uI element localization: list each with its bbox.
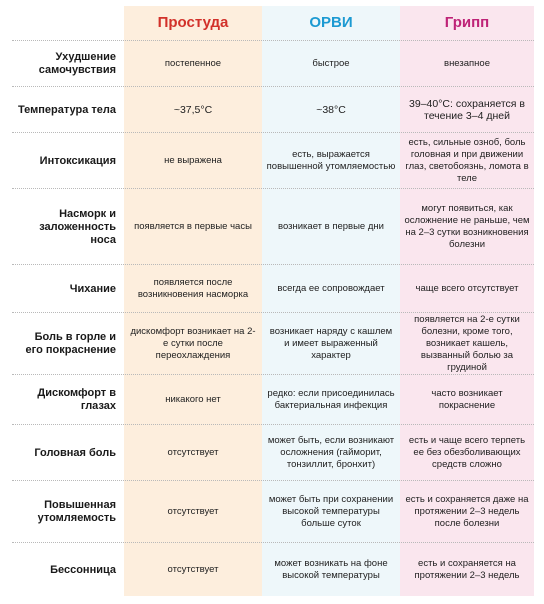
header-flu: Грипп [444,14,490,31]
table-header [12,6,534,40]
flu-cell: чаще всего отсутствует [415,283,519,294]
cold-cell: дискомфорт возникает на 2-е сутки после переохлаждения [130,326,256,361]
flu-cell: часто возникает покраснение [431,388,503,411]
cold-cell: ~37,5°С [173,104,213,116]
row-label: Головная боль [34,446,116,459]
flu-cell: есть и сохраняется на протяжении 2–3 недель [414,558,520,581]
cold-cell: отсутствует [167,564,219,575]
cold-cell: появляется в первые часы [134,221,252,232]
flu-cell: могут появиться, как осложнение не раньше, чем на 2–3 сутки возникновения болезни [404,203,530,250]
table-row [12,188,534,265]
cold-cell: появляется после возникновения насморка [137,277,249,300]
cold-cell: никакого нет [165,394,221,405]
header-cold: Простуда [157,14,229,31]
cold-cell: отсутствует [167,447,219,458]
row-label: Чихание [69,282,116,295]
table-row [12,132,534,189]
cold-cell: постепенное [164,58,222,69]
orvi-cell: редко: если присоединилась бактериальная инфекция [267,388,395,411]
row-label: Дискомфорт в глазах [37,387,116,412]
table-row [12,424,534,481]
orvi-cell: возникает наряду с кашлем и имеет выраженный характер [269,326,393,361]
orvi-cell: может возникать на фоне высокой температуры [274,558,388,581]
flu-cell: внезапное [444,58,490,69]
orvi-cell: возникает в первые дни [278,221,384,232]
table-row [12,86,534,133]
flu-cell: есть и сохраняется даже на протяжении 2–3 недель после болезни [405,494,529,529]
row-label: Повышенная утомляемость [37,499,116,524]
orvi-cell: ~38°С [316,104,346,116]
row-label: Боль в горле и его покраснение [25,331,116,356]
table-row [12,542,534,597]
orvi-cell: есть, выражается повышенной утомляемостью [266,149,396,172]
row-label: Насморк и заложенность носа [39,207,116,246]
flu-cell: 39–40°С: сохраняется в течение 3–4 дней [409,98,525,122]
table-row [12,312,534,375]
orvi-cell: быстрое [312,58,350,69]
cold-cell: не выражена [164,155,222,166]
flu-cell: есть, сильные озноб, боль головная и при движении глаз, светобоязнь, ломота в теле [405,137,529,184]
table-row [12,264,534,313]
header-orvi: ОРВИ [309,14,353,31]
comparison-table [12,6,534,596]
orvi-cell: может быть, если возникают осложнения (гайморит, тонзиллит, бронхит) [267,435,395,470]
row-label: Бессонница [50,563,116,576]
table-row [12,374,534,425]
row-label: Температура тела [17,103,116,116]
row-label: Интоксикация [39,154,116,167]
cold-cell: отсутствует [167,506,219,517]
flu-cell: есть и чаще всего терпеть ее без обезболивающих средств сложно [408,435,526,470]
table-row [12,480,534,543]
orvi-cell: может быть при сохранении высокой температуры больше суток [268,494,394,529]
flu-cell: появляется на 2-е сутки болезни, кроме того, возникает кашель, вызванный болью за грудиной [414,314,520,373]
orvi-cell: всегда ее сопровождает [277,283,385,294]
table-row [12,40,534,87]
row-label: Ухудшение самочувствия [38,51,116,76]
